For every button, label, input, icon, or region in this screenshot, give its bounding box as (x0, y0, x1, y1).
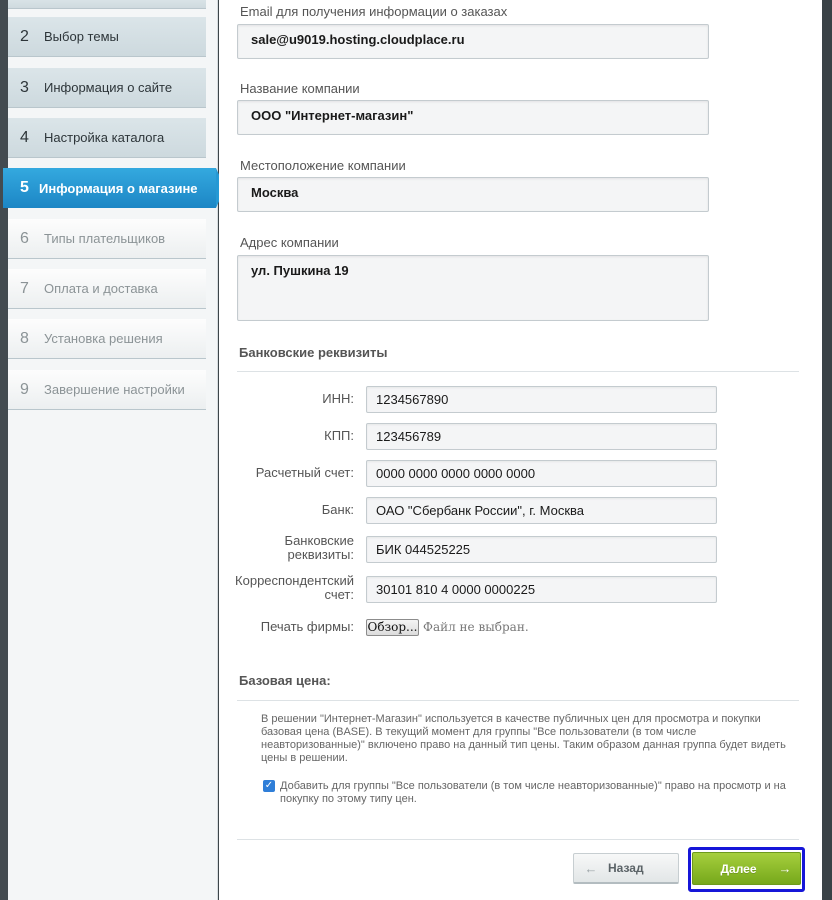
step-number: 4 (20, 128, 29, 146)
back-button-label: Назад (608, 861, 644, 875)
bank-section-title: Банковские реквизиты (239, 345, 388, 360)
step-label: Оплата и доставка (44, 281, 158, 296)
bank-name-input[interactable]: ОАО "Сбербанк России", г. Москва (366, 497, 717, 524)
step-label: Типы плательщиков (44, 231, 166, 246)
note-line: цены в решении. (261, 752, 348, 764)
step-number: 2 (20, 27, 29, 45)
checkbox-line: Добавить для группы "Все пользователи (в том числе неавторизованные)" право на просмотр и на (280, 780, 786, 792)
arrow-left-icon: ← (584, 860, 598, 876)
step-label: Выбор темы (44, 29, 119, 44)
base-price-note (261, 713, 801, 765)
company-name-field[interactable]: ООО "Интернет-магазин" (237, 100, 709, 135)
divider (237, 371, 799, 372)
step-label: Информация о сайте (44, 80, 173, 95)
email-label: Email для получения информации о заказах (240, 4, 508, 19)
bank-details-label (285, 534, 354, 562)
arrow-right-icon: → (778, 861, 792, 876)
check-icon: ✓ (264, 780, 274, 791)
inn-label: ИНН: (322, 391, 354, 406)
next-button-label: Далее (720, 861, 757, 876)
divider (237, 700, 799, 701)
base-price-title: Базовая цена: (239, 673, 331, 688)
main-panel (219, 0, 822, 900)
corr-account-input[interactable]: 30101 810 4 0000 0000225 (366, 576, 717, 603)
step-label: Информация о магазине (39, 180, 198, 196)
next-button[interactable] (692, 852, 801, 885)
account-input[interactable]: 0000 0000 0000 0000 0000 (366, 460, 717, 487)
divider (237, 839, 799, 840)
sidebar-step-9 (8, 370, 206, 410)
kpp-input[interactable]: 123456789 (366, 423, 717, 450)
sidebar-step-3[interactable] (8, 68, 206, 108)
account-label: Расчетный счет: (255, 465, 354, 480)
step-number: 3 (20, 78, 29, 96)
inn-input[interactable]: 1234567890 (366, 386, 717, 413)
company-location-field[interactable]: Москва (237, 177, 709, 212)
step-number: 7 (20, 279, 29, 297)
company-location-label: Местоположение компании (240, 158, 406, 173)
step-number: 5 (20, 179, 29, 196)
sidebar-step-7 (8, 269, 206, 309)
bank-details-label-line2: реквизиты: (287, 547, 354, 562)
bank-name-label: Банк: (321, 502, 354, 517)
step-number: 6 (20, 229, 29, 247)
note-line: неавторизованные)" включено право на данный тип цены. Таким образом данная группа будет видеть (261, 739, 786, 751)
corr-account-label-line1: Корреспондентский (235, 573, 354, 588)
company-name-label: Название компании (240, 81, 360, 96)
sidebar-step-8 (8, 319, 206, 359)
sidebar-step-4[interactable] (8, 118, 206, 158)
bank-details-label-line1: Банковские (284, 533, 354, 548)
note-line: базовая цена (BASE). В текущий момент для группы "Все пользователи (в том числе (261, 726, 697, 738)
step-label: Настройка каталога (44, 130, 165, 145)
company-address-label: Адрес компании (240, 235, 339, 250)
corr-account-label (235, 574, 354, 602)
browse-file-button[interactable]: Обзор... (367, 620, 418, 634)
wizard-sidebar (8, 0, 218, 900)
bank-details-input[interactable]: БИК 044525225 (366, 536, 717, 563)
file-status: Файл не выбран. (423, 620, 529, 634)
sidebar-step-6 (8, 219, 206, 259)
back-button[interactable] (573, 853, 679, 884)
step-label: Завершение настройки (44, 382, 185, 397)
sidebar-step-partial (8, 0, 206, 9)
sidebar-step-5-active[interactable] (3, 168, 216, 208)
step-label: Установка решения (44, 331, 163, 346)
step-number: 8 (20, 329, 29, 347)
kpp-label: КПП: (324, 428, 354, 443)
add-permission-checkbox[interactable] (263, 780, 275, 792)
company-address-textarea[interactable]: ул. Пушкина 19 (237, 255, 709, 321)
checkbox-line: покупку по этому типу цен. (280, 793, 417, 805)
sidebar-step-2[interactable] (8, 17, 206, 57)
page-background-left (0, 0, 8, 900)
corr-account-label-line2: счет: (324, 587, 354, 602)
step-number: 9 (20, 380, 29, 398)
add-permission-label[interactable] (280, 780, 805, 806)
email-field[interactable]: sale@u9019.hosting.cloudplace.ru (237, 24, 709, 59)
page-background-right (822, 0, 832, 900)
stamp-label: Печать фирмы: (260, 619, 354, 634)
note-line: В решении "Интернет-Магазин" используется в качестве публичных цен для просмотра и покупки (261, 713, 761, 725)
